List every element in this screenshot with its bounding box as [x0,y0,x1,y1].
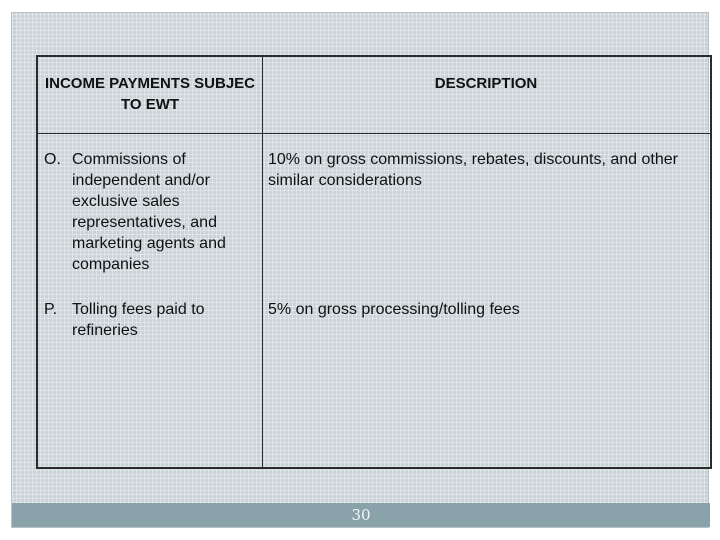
column-header-income-payments: INCOME PAYMENTS SUBJEC TO EWT [44,75,256,113]
slide [11,12,709,528]
column-divider [262,57,263,467]
description-cell: 10% on gross commissions, rebates, discounts, and other similar considerations [268,151,678,189]
description-cell: 5% on gross processing/tolling fees [268,301,520,318]
footer-bar [12,503,710,527]
income-payment-text: Tolling fees paid to refineries [72,301,205,339]
row-letter: O. [44,151,61,168]
withholding-tax-table [36,55,712,469]
page-number: 30 [351,506,371,524]
income-payment-cell [38,299,260,341]
row-letter: P. [44,301,58,318]
column-header-description: DESCRIPTION [434,75,538,92]
header-divider [38,133,710,134]
income-payment-cell [38,149,260,275]
income-payment-text: Commissions of independent and/or exclusive sales representatives, and marketing agents and companies [72,151,226,273]
